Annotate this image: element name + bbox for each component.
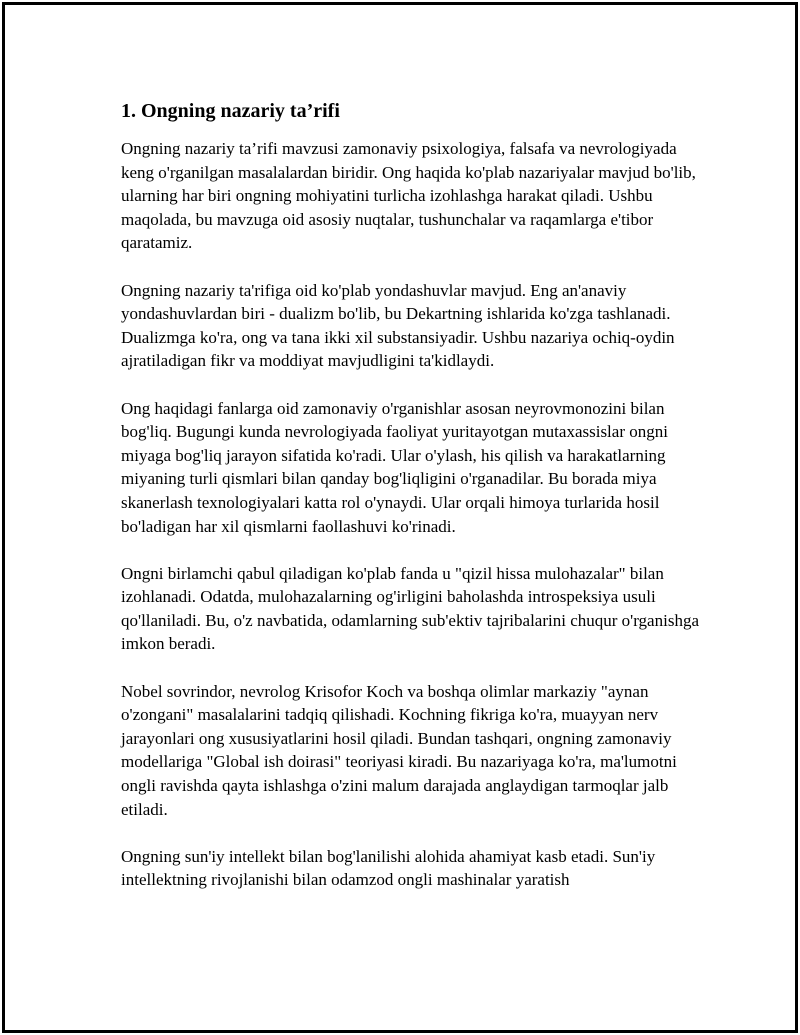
paragraph: Ong haqidagi fanlarga oid zamonaviy o'rganishlar asosan neyrovmonozini bilan bog'liq. Bugungi kunda nevrologiyada faoliyat yuritayotgan mutaxassislar ongni miyaga bog'liq jarayon sifatida ko'radi. Ular o'ylash, his qilish va harakatlarning miyaning turli qismlari bilan qanday bog'liqligini o'rganadilar. Bu borada miya skanerlash texnologiyalari katta rol o'ynaydi. Ular orqali himoya turlarida hosil bo'ladigan har xil qismlarni faollashuvi ko'rinadi. [121, 398, 668, 536]
page-frame [2, 2, 798, 1033]
paragraph: Ongni birlamchi qabul qiladigan ko'plab fanda u "qizil hissa mulohazalar" bilan izohlanadi. Odatda, mulohazalarning og'irligini baholashda introspeksiya usuli qo'llaniladi. Bu, o'z navbatida, odamlarning sub'ektiv tajribalarini chuqur o'rganishga imkon beradi. [121, 563, 699, 654]
document-body [121, 97, 701, 916]
paragraph: Ongning nazariy ta’rifi mavzusi zamonaviy psixologiya, falsafa va nevrologiyada keng o'rganilgan masalalardan biridir. Ong haqida ko'plab nazariyalar mavjud bo'lib, ularning har biri ongning mohiyatini turlicha izohlashga harakat qiladi. Ushbu maqolada, bu mavzuga oid asosiy nuqtalar, tushunchalar va raqamlarga e'tibor qaratamiz. [121, 139, 696, 253]
paragraph: Ongning sun'iy intellekt bilan bog'lanilishi alohida ahamiyat kasb etadi. Sun'iy intellektning rivojlanishi bilan odamzod ongli mashinalar yaratish [121, 846, 656, 890]
paragraph: Ongning nazariy ta'rifiga oid ko'plab yondashuvlar mavjud. Eng an'anaviy yondashuvlardan biri - dualizm bo'lib, bu Dekartning ishlarida ko'zga tashlanadi. Dualizmga ko'ra, ong va tana ikki xil substansiyadir. Ushbu nazariya ochiq-oydin ajratiladigan fikr va moddiyat mavjudligini ta'kidlaydi. [121, 280, 675, 371]
section-heading: 1. Ongning nazariy ta’rifi [121, 100, 340, 122]
paragraph: Nobel sovrindor, nevrolog Krisofor Koch va boshqa olimlar markaziy "aynan o'zongani" masalalarini tadqiq qilishadi. Kochning fikriga ko'ra, muayyan nerv jarayonlari ong xususiyatlarini hosil qiladi. Bundan tashqari, ongning zamonaviy modellariga "Global ish doirasi" teoriyasi kiradi. Bu nazariyaga ko'ra, ma'lumotni ongli ravishda qayta ishlashga o'zini malum darajada anglaydigan tarmoqlar jalb etiladi. [121, 681, 677, 819]
